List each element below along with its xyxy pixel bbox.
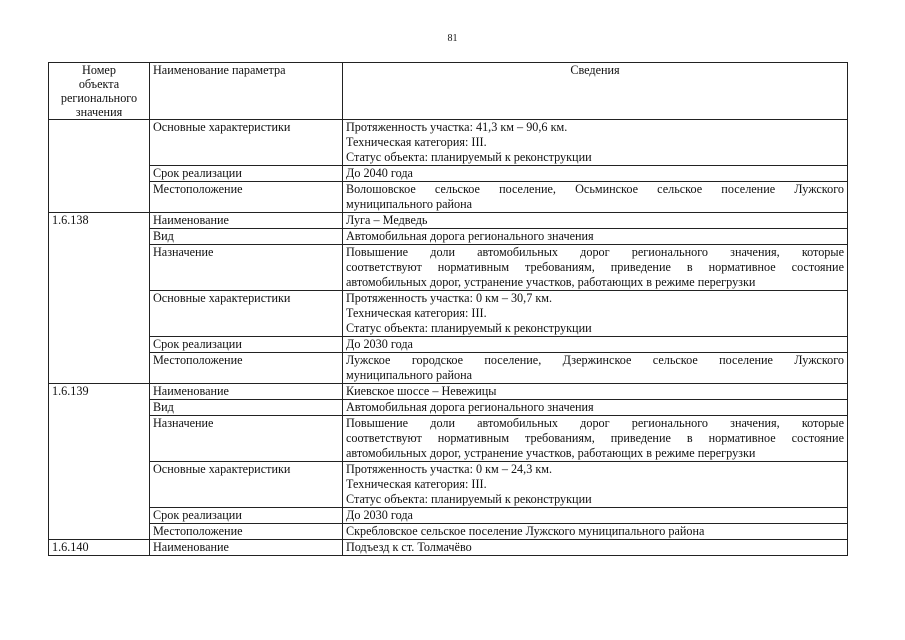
details-line: До 2040 года (346, 166, 413, 180)
details-cell (343, 166, 848, 182)
parameter-name-cell: Назначение (150, 245, 343, 291)
table-row (49, 166, 848, 182)
details-line: Подъезд к ст. Толмачёво (346, 540, 472, 554)
parameter-name-cell: Местоположение (150, 353, 343, 384)
details-cell (343, 524, 848, 540)
details-cell (343, 400, 848, 416)
object-number-cell (49, 337, 150, 353)
object-number-cell (49, 400, 150, 416)
details-line: Техническая категория: III. (346, 135, 487, 149)
details-line: Волошовское сельское поселение, Осьминское сельское поселение Лужского (346, 182, 844, 196)
parameter-name-cell: Срок реализации (150, 508, 343, 524)
details-line: Статус объекта: планируемый к реконструкции (346, 492, 592, 506)
object-number-cell: 1.6.138 (49, 213, 150, 229)
parameters-table (48, 62, 848, 556)
table-row (49, 400, 848, 416)
details-cell (343, 291, 848, 337)
details-line: Статус объекта: планируемый к реконструкции (346, 150, 592, 164)
details-cell (343, 416, 848, 462)
object-number-cell (49, 120, 150, 166)
table-body (49, 120, 848, 556)
table-row (49, 120, 848, 166)
table-header-row (49, 63, 848, 120)
details-line: Киевское шоссе – Невежицы (346, 384, 497, 398)
table-row (49, 245, 848, 291)
details-line: До 2030 года (346, 508, 413, 522)
details-line: Скребловское сельское поселение Лужского муниципального района (346, 524, 705, 538)
object-number-cell (49, 182, 150, 213)
object-number-cell: 1.6.140 (49, 540, 150, 556)
details-line: Протяженность участка: 0 км – 30,7 км. (346, 291, 553, 305)
page-number: 81 (447, 33, 458, 44)
parameter-name-cell: Срок реализации (150, 166, 343, 182)
details-cell (343, 245, 848, 291)
details-line: муниципального района (346, 368, 473, 382)
parameter-name-cell: Наименование (150, 540, 343, 556)
object-number-cell (49, 166, 150, 182)
parameter-name-cell: Местоположение (150, 182, 343, 213)
details-line: Луга – Медведь (346, 213, 428, 227)
parameter-name-cell: Основные характеристики (150, 462, 343, 508)
parameter-name-cell: Основные характеристики (150, 291, 343, 337)
object-number-cell (49, 508, 150, 524)
parameter-name-cell: Назначение (150, 416, 343, 462)
details-cell (343, 384, 848, 400)
parameter-name-cell: Наименование (150, 384, 343, 400)
parameter-name-cell: Местоположение (150, 524, 343, 540)
details-line: До 2030 года (346, 337, 413, 351)
table-row (49, 416, 848, 462)
parameter-name-cell: Срок реализации (150, 337, 343, 353)
details-line: Протяженность участка: 41,3 км – 90,6 км. (346, 120, 568, 134)
object-number-cell (49, 524, 150, 540)
details-cell (343, 213, 848, 229)
table-row (49, 213, 848, 229)
header-details: Сведения (343, 63, 848, 120)
details-cell (343, 462, 848, 508)
details-cell (343, 229, 848, 245)
header-parameter-name: Наименование параметра (150, 63, 343, 120)
object-number-cell (49, 353, 150, 384)
details-cell (343, 540, 848, 556)
details-line: автомобильных дорог, устранение участков, работающих в режиме перегрузки (346, 446, 756, 460)
details-cell (343, 120, 848, 166)
parameter-name-cell: Наименование (150, 213, 343, 229)
table-row (49, 540, 848, 556)
table-row (49, 337, 848, 353)
details-cell (343, 337, 848, 353)
table-row (49, 229, 848, 245)
object-number-cell (49, 245, 150, 291)
details-line: Автомобильная дорога регионального значения (346, 400, 594, 414)
details-line: Статус объекта: планируемый к реконструкции (346, 321, 592, 335)
details-line: Автомобильная дорога регионального значения (346, 229, 594, 243)
details-line: автомобильных дорог, устранение участков, работающих в режиме перегрузки (346, 275, 756, 289)
details-cell (343, 508, 848, 524)
parameter-name-cell: Вид (150, 229, 343, 245)
details-line: Повышение доли автомобильных дорог регионального значения, которые (346, 245, 844, 259)
details-cell (343, 353, 848, 384)
table-row (49, 291, 848, 337)
object-number-cell (49, 291, 150, 337)
details-line: соответствуют нормативным требованиям, приведение в нормативное состояние (346, 260, 844, 274)
details-line: Повышение доли автомобильных дорог регионального значения, которые (346, 416, 844, 430)
table-row (49, 384, 848, 400)
details-line: Лужское городское поселение, Дзержинское сельское поселение Лужского (346, 353, 844, 367)
details-line: соответствуют нормативным требованиям, приведение в нормативное состояние (346, 431, 844, 445)
details-line: Техническая категория: III. (346, 477, 487, 491)
details-line: муниципального района (346, 197, 473, 211)
table-row (49, 524, 848, 540)
table-row (49, 462, 848, 508)
object-number-cell (49, 416, 150, 462)
table-row (49, 508, 848, 524)
table-row (49, 182, 848, 213)
object-number-cell (49, 229, 150, 245)
object-number-cell: 1.6.139 (49, 384, 150, 400)
parameter-name-cell: Вид (150, 400, 343, 416)
header-object-number: Номер объекта регионального значения (49, 63, 150, 120)
details-line: Протяженность участка: 0 км – 24,3 км. (346, 462, 553, 476)
object-number-cell (49, 462, 150, 508)
details-line: Техническая категория: III. (346, 306, 487, 320)
details-cell (343, 182, 848, 213)
table-row (49, 353, 848, 384)
parameter-name-cell: Основные характеристики (150, 120, 343, 166)
